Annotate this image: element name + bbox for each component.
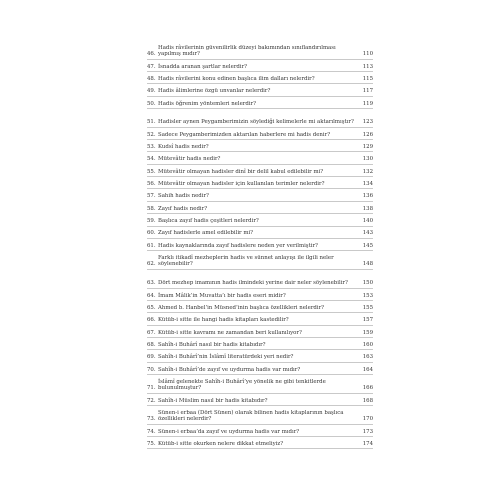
toc-entry [147, 406, 373, 425]
toc-entry [147, 202, 373, 214]
entry-title: Sahîh-i Buhârî’nin İslâmî literatürdeki yeri nedir? [158, 354, 294, 361]
entry-number: 62. [147, 261, 156, 268]
entry-page: 130 [362, 156, 373, 163]
entry-page: 140 [362, 218, 373, 225]
entry-number: 65. [147, 304, 156, 311]
entry-page: 174 [362, 440, 373, 447]
entry-title: Mütevâtir hadis nedir? [158, 156, 221, 163]
toc-entry [147, 270, 373, 289]
toc-entry [147, 189, 373, 201]
entry-page: 123 [362, 119, 373, 126]
entry-number: 60. [147, 230, 156, 237]
entry-title: Sünen-i erbaa (Dört Sünen) olarak bilinen hadis kitaplarının başlıca özellikleri nelerdir? [158, 409, 344, 423]
entry-title: Sahîh-i Buhârî’de zayıf ve uydurma hadis var mıdır? [158, 366, 301, 373]
entry-number: 52. [147, 131, 156, 138]
toc-entry [147, 140, 373, 152]
entry-number: 61. [147, 242, 156, 249]
entry-page: 155 [362, 304, 373, 311]
toc-entry [147, 227, 373, 239]
entry-number: 50. [147, 100, 156, 107]
toc-entry [147, 128, 373, 140]
entry-title: Mütevâtir olmayan hadisler için kullanılan terimler nelerdir? [158, 181, 325, 188]
entry-title: Hadis kaynaklarında zayıf hadislere neden yer verilmiştir? [158, 242, 318, 249]
toc-entry [147, 301, 373, 313]
toc-entry [147, 60, 373, 72]
entry-number: 68. [147, 341, 156, 348]
entry-number: 66. [147, 317, 156, 324]
entry-title: Zayıf hadis nedir? [158, 205, 208, 212]
entry-number: 73. [147, 416, 156, 423]
entry-title: İslâmî gelenekte Sahîh-i Buhârî’ye yönelik ne gibi tenkitlerde bulunulmuştur? [158, 378, 326, 392]
entry-title: Kütüb-i sitte okurken nelere dikkat etmeliyiz? [158, 440, 284, 447]
toc-entry [147, 239, 373, 251]
entry-page: 126 [362, 131, 373, 138]
entry-title: Kütüb-i sitte kavramı ne zamandan beri kullanılıyor? [158, 329, 302, 336]
entry-number: 59. [147, 218, 156, 225]
entry-number: 70. [147, 366, 156, 373]
toc-entry [147, 165, 373, 177]
toc-entry [147, 363, 373, 375]
entry-page: 136 [362, 193, 373, 200]
entry-title: Hadis râvilerinin güvenilirlik düzeyi bakımından sınıflandırılması yapılmış mıdır? [158, 44, 336, 58]
entry-page: 166 [362, 385, 373, 392]
entry-title: Zayıf hadislerle amel edilebilir mi? [158, 230, 254, 237]
entry-page: 110 [362, 51, 373, 58]
toc-entry [147, 251, 373, 270]
entry-title: Sünen-i erbaa’da zayıf ve uydurma hadis var mıdır? [158, 428, 300, 435]
entry-number: 57. [147, 193, 156, 200]
entry-title: Ahmed b. Hanbel’in Müsned’inin başlıca özellikleri nelerdir? [158, 304, 325, 311]
entry-page: 173 [362, 428, 373, 435]
toc-entry [147, 313, 373, 325]
toc-entry [147, 289, 373, 301]
entry-number: 58. [147, 205, 156, 212]
entry-number: 49. [147, 88, 156, 95]
entry-title: Hadisler aynen Peygamberimizin söylediği kelimelerle mi aktarılmıştır? [158, 119, 354, 126]
entry-page: 168 [362, 397, 373, 404]
entry-page: 163 [362, 354, 373, 361]
toc-entry [147, 338, 373, 350]
entry-number: 55. [147, 168, 156, 175]
toc-entry [147, 425, 373, 437]
entry-title: Hadis âlimlerine özgü unvanlar nelerdir? [158, 88, 271, 95]
entry-number: 47. [147, 63, 156, 70]
entry-page: 134 [362, 181, 373, 188]
entry-number: 74. [147, 428, 156, 435]
toc-entry [147, 177, 373, 189]
entry-page: 157 [362, 317, 373, 324]
toc-entry [147, 326, 373, 338]
entry-page: 145 [362, 242, 373, 249]
entry-number: 64. [147, 292, 156, 299]
toc-entry [147, 394, 373, 406]
entry-title: Mütevâtir olmayan hadisler dinî bir delil kabul edilebilir mi? [158, 168, 324, 175]
entry-page: 117 [362, 88, 373, 95]
entry-page: 113 [362, 63, 373, 70]
entry-page: 129 [362, 144, 373, 151]
entry-number: 51. [147, 119, 156, 126]
toc-entry [147, 350, 373, 362]
entry-title: Sadece Peygamberimizden aktarılan haberlere mi hadis denir? [158, 131, 331, 138]
entry-number: 72. [147, 397, 156, 404]
entry-title: Hadis râvilerini konu edinen başlıca ilim dalları nelerdir? [158, 75, 315, 82]
entry-number: 56. [147, 181, 156, 188]
entry-page: 170 [362, 416, 373, 423]
entry-number: 48. [147, 75, 156, 82]
entry-number: 67. [147, 329, 156, 336]
toc-entry [147, 41, 373, 60]
entry-page: 138 [362, 205, 373, 212]
entry-page: 148 [362, 261, 373, 268]
table-of-contents [147, 41, 373, 449]
entry-title: Sahîh-i Buhârî nasıl bir hadis kitabıdır? [158, 341, 266, 348]
entry-page: 150 [362, 280, 373, 287]
entry-title: Sahîh-i Müslim nasıl bir hadis kitabıdır? [158, 397, 268, 404]
toc-entry [147, 437, 373, 449]
entry-title: Hadis öğrenim yöntemleri nelerdir? [158, 100, 257, 107]
entry-title: Kudsî hadis nedir? [158, 144, 209, 151]
toc-entry [147, 72, 373, 84]
entry-page: 159 [362, 329, 373, 336]
toc-entry [147, 375, 373, 394]
entry-page: 153 [362, 292, 373, 299]
entry-title: Kütüb-i sitte ile hangi hadis kitapları kastedilir? [158, 317, 289, 324]
entry-page: 160 [362, 341, 373, 348]
toc-entry [147, 214, 373, 226]
toc-entry [147, 152, 373, 164]
entry-number: 69. [147, 354, 156, 361]
entry-page: 164 [362, 366, 373, 373]
entry-title: İsnadda aranan şartlar nelerdir? [158, 63, 248, 70]
entry-title: Dört mezhep imamının hadis ilmindeki yerine dair neler söylenebilir? [158, 280, 348, 287]
entry-page: 119 [362, 100, 373, 107]
entry-title: İmam Mâlik’in Muvatta’ı bir hadis eseri midir? [158, 292, 286, 299]
toc-entry [147, 84, 373, 96]
entry-number: 63. [147, 280, 156, 287]
entry-number: 54. [147, 156, 156, 163]
entry-page: 132 [362, 168, 373, 175]
entry-title: Başlıca zayıf hadis çeşitleri nelerdir? [158, 218, 259, 225]
entry-page: 143 [362, 230, 373, 237]
entry-number: 75. [147, 440, 156, 447]
entry-page: 115 [362, 75, 373, 82]
toc-entry [147, 109, 373, 128]
entry-number: 53. [147, 144, 156, 151]
entry-number: 46. [147, 51, 156, 58]
entry-title: Farklı itikadî mezheplerin hadis ve sünnet anlayışı ile ilgili neler söylenebilir? [158, 255, 334, 268]
entry-number: 71. [147, 385, 156, 392]
entry-title: Sahih hadis nedir? [158, 193, 209, 200]
toc-entry [147, 97, 373, 109]
